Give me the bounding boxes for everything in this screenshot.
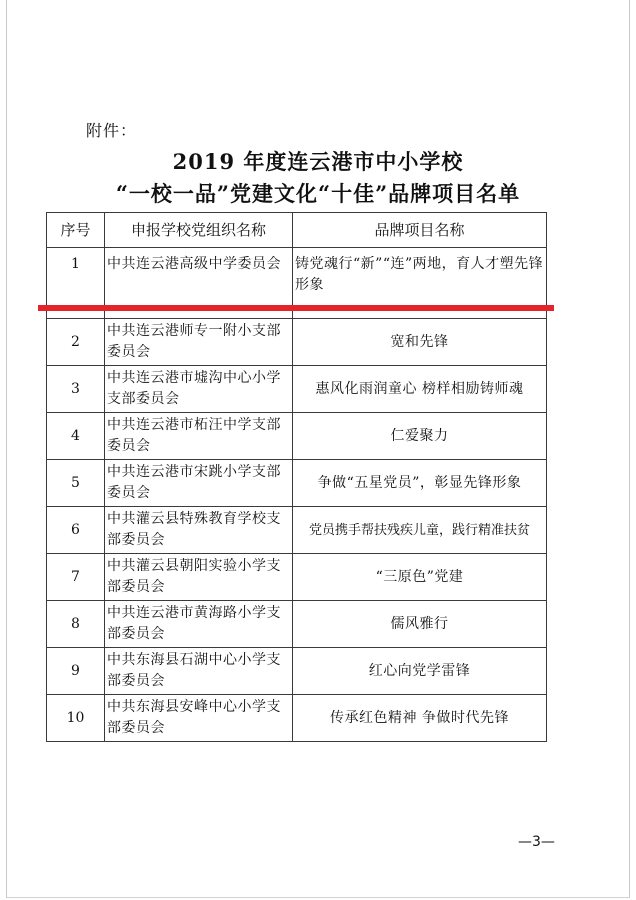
row-serial-number: 2: [47, 319, 105, 366]
row-brand-project-name: 红心向党学雷锋: [293, 648, 547, 695]
row-brand-project-name: 仁爱聚力: [293, 413, 547, 460]
row-serial-number: 10: [47, 695, 105, 742]
header-organization-name: 申报学校党组织名称: [105, 213, 293, 248]
row-organization-name: 中共东海县石湖中心小学支部委员会: [105, 648, 293, 695]
row-organization-name: 中共连云港市黄海路小学支部委员会: [105, 601, 293, 648]
row-serial-number: 5: [47, 460, 105, 507]
table-row: [47, 460, 547, 507]
row-brand-project-name: 儒风雅行: [293, 601, 547, 648]
table-row: [47, 554, 547, 601]
brand-project-table: [46, 212, 547, 742]
row-brand-project-name: “三原色”党建: [293, 554, 547, 601]
row-serial-number: 8: [47, 601, 105, 648]
row-serial-number: 1: [47, 248, 105, 319]
row-organization-name: 中共灌云县朝阳实验小学支部委员会: [105, 554, 293, 601]
red-highlight-line: [38, 305, 554, 311]
attachment-label: 附件：: [86, 121, 138, 140]
table-header-row: [47, 213, 547, 248]
row-brand-project-name: 传承红色精神 争做时代先锋: [293, 695, 547, 742]
table-row: [47, 319, 547, 366]
row-organization-name: 中共灌云县特殊教育学校支部委员会: [105, 507, 293, 554]
document-title-line-2: “一校一品”党建文化“十佳”品牌项目名单: [115, 181, 521, 206]
row-serial-number: 3: [47, 366, 105, 413]
table-row: [47, 648, 547, 695]
row-organization-name: 中共连云港市柘汪中学支部委员会: [105, 413, 293, 460]
table-row: [47, 695, 547, 742]
table-row: [47, 413, 547, 460]
table-row: [47, 507, 547, 554]
row-brand-project-name: 惠风化雨润童心 榜样相励铸师魂: [293, 366, 547, 413]
row-brand-project-name: 争做“五星党员”，彰显先锋形象: [293, 460, 547, 507]
row-organization-name: 中共连云港高级中学委员会: [105, 248, 293, 319]
row-organization-name: 中共连云港市宋跳小学支部委员会: [105, 460, 293, 507]
row-organization-name: 中共东海县安峰中心小学支部委员会: [105, 695, 293, 742]
row-serial-number: 9: [47, 648, 105, 695]
header-serial-number: 序号: [47, 213, 105, 248]
page-number: —3—: [518, 834, 555, 850]
row-organization-name: 中共连云港师专一附小支部委员会: [105, 319, 293, 366]
row-serial-number: 7: [47, 554, 105, 601]
row-brand-project-name: 党员携手帮扶残疾儿童，践行精准扶贫: [293, 507, 547, 554]
row-brand-project-name: 宽和先锋: [293, 319, 547, 366]
table-row: [47, 601, 547, 648]
table-row: [47, 366, 547, 413]
row-serial-number: 4: [47, 413, 105, 460]
header-brand-project-name: 品牌项目名称: [293, 213, 547, 248]
row-brand-project-name: 铸党魂行“新”“连”两地，育人才塑先锋形象: [293, 248, 547, 319]
document-title-line-1: 2019 年度连云港市中小学校: [172, 149, 464, 174]
row-organization-name: 中共连云港市墟沟中心小学支部委员会: [105, 366, 293, 413]
row-serial-number: 6: [47, 507, 105, 554]
